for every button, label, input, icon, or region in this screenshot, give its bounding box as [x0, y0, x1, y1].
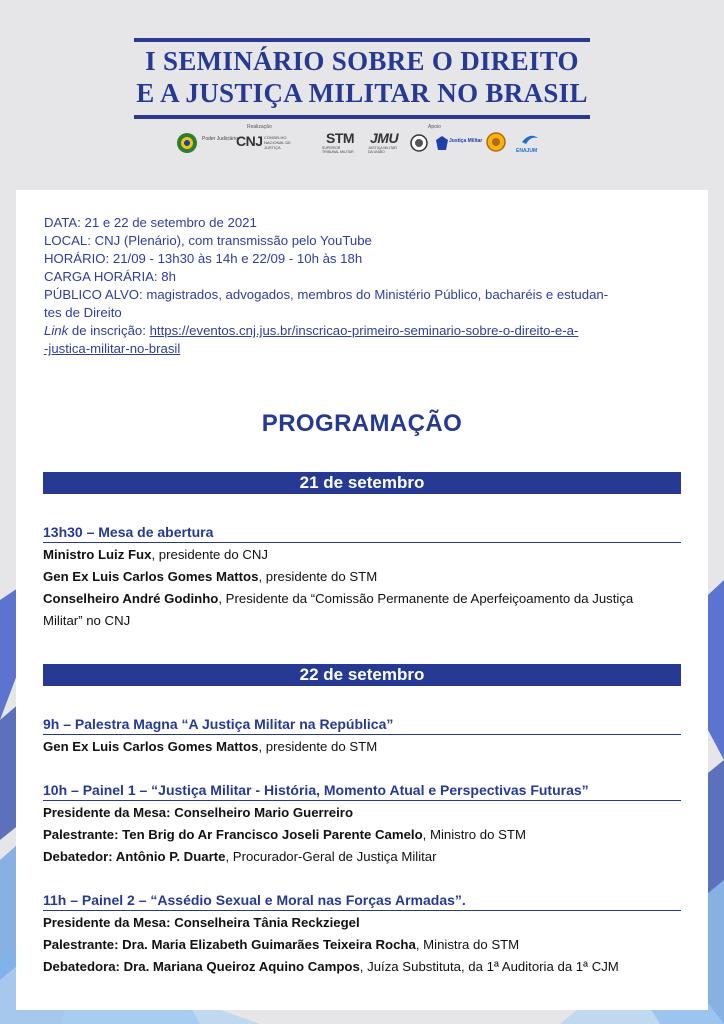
info-link-row-2	[44, 340, 684, 358]
day2-line: Presidente da Mesa: Conselheiro Mario Guerreiro	[43, 805, 353, 820]
jmu-subtitle: JUSTIÇA MILITAR DA UNIÃO	[368, 146, 397, 154]
program-card	[16, 190, 708, 1010]
registration-link-continued[interactable]: -justica-militar-no-brasil	[44, 341, 181, 356]
day2-session-title: 9h – Palestra Magna “A Justiça Militar na República”	[43, 715, 681, 735]
day2-line: Palestrante: Ten Brig do Ar Francisco Joseli Parente Camelo, Ministro do STM	[43, 827, 526, 842]
stm-subtitle: SUPERIOR TRIBUNAL MILITAR	[322, 146, 354, 154]
enajum-icon	[520, 132, 540, 146]
info-workload: CARGA HORÁRIA: 8h	[44, 269, 176, 284]
day1-line: Conselheiro André Godinho, Presidente da “Comissão Permanente de Aperfeiçoamento da Justiça	[43, 591, 634, 606]
day2-session-title: 10h – Painel 1 – “Justiça Militar - História, Momento Atual e Perspectivas Futuras”	[43, 781, 681, 801]
program-title: PROGRAMAÇÃO	[261, 410, 463, 437]
day1-line: Ministro Luiz Fux, presidente do CNJ	[43, 547, 268, 562]
info-date: DATA: 21 e 22 de setembro de 2021	[44, 215, 257, 230]
day2-line: Gen Ex Luis Carlos Gomes Mattos, presidente do STM	[43, 739, 378, 754]
link-label: de inscrição:	[68, 323, 150, 338]
stm-logo: STM	[326, 130, 355, 146]
title-bottom-rule	[134, 115, 590, 119]
day2-session-title: 11h – Painel 2 – “Assédio Sexual e Moral nas Forças Armadas”.	[43, 891, 681, 911]
info-location: LOCAL: CNJ (Plenário), com transmissão pelo YouTube	[44, 233, 372, 248]
event-info	[44, 214, 684, 358]
justica-militar-icon	[436, 136, 448, 150]
cnj-logo: CNJ	[236, 133, 263, 149]
logo-strip	[0, 124, 724, 164]
info-schedule: HORÁRIO: 21/09 - 13h30 às 14h e 22/09 - 10h às 18h	[44, 251, 363, 266]
day2-line: Palestrante: Dra. Maria Elizabeth Guimarães Teixeira Rocha, Ministra do STM	[43, 937, 520, 952]
day1-line: Gen Ex Luis Carlos Gomes Mattos, presidente do STM	[43, 569, 378, 584]
brasao-icon	[176, 132, 198, 154]
day1-line: Militar” no CNJ	[43, 613, 131, 628]
justica-militar-logo: Justiça Militar	[449, 138, 483, 144]
realizacao-caption: Realização	[247, 124, 272, 130]
day2-line: Debatedor: Antônio P. Duarte, Procurador-Geral de Justiça Militar	[43, 849, 437, 864]
header	[0, 0, 724, 190]
title-line-2: E A JUSTIÇA MILITAR NO BRASIL	[136, 78, 588, 108]
day2-line: Debatedora: Dra. Mariana Queiroz Aquino Campos, Juíza Substituta, da 1ª Auditoria da 1ª CJM	[43, 959, 619, 974]
title-line-1: I SEMINÁRIO SOBRE O DIREITO	[145, 46, 579, 76]
day2-date-bar: 22 de setembro	[43, 664, 681, 686]
poder-judiciario-logo: Poder Judiciário	[202, 136, 238, 142]
jmu-logo: JMU	[370, 130, 399, 146]
day1-session-title: 13h30 – Mesa de abertura	[43, 523, 681, 543]
registration-link[interactable]: https://eventos.cnj.jus.br/inscricao-primeiro-seminario-sobre-o-direito-e-a-	[149, 323, 579, 338]
cnj-subtitle: CONSELHO NACIONAL DE JUSTIÇA	[264, 135, 291, 150]
title-top-rule	[134, 38, 590, 42]
day1-date-bar: 21 de setembro	[43, 472, 681, 494]
info-audience-line1: PÚBLICO ALVO: magistrados, advogados, membros do Ministério Público, bacharéis e estudan-	[44, 287, 609, 302]
seal-icon	[410, 134, 428, 152]
emblem-icon	[486, 132, 506, 152]
apoio-caption: Apoio	[428, 124, 441, 130]
info-link-row	[44, 322, 684, 340]
link-word: Link	[44, 323, 69, 338]
enajum-logo: ENAJUM	[516, 148, 538, 154]
info-audience-line2: tes de Direito	[44, 305, 122, 320]
day2-line: Presidente da Mesa: Conselheira Tânia Reckziegel	[43, 915, 360, 930]
